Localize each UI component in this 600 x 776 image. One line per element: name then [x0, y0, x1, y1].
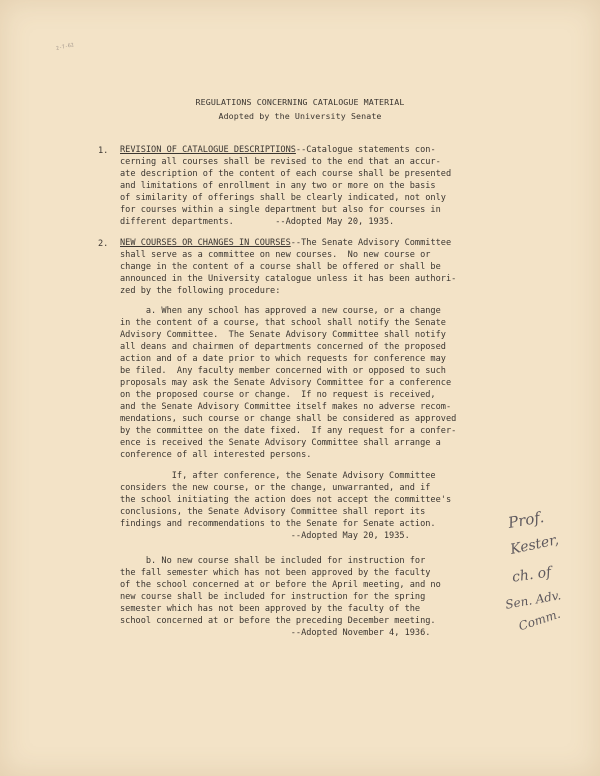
item-1-line-5: for courses within a single department but also for courses in: [120, 205, 441, 215]
handwritten-note-line-0: Prof.: [506, 508, 546, 532]
document-subtitle: Adopted by the University Senate: [218, 111, 382, 121]
item-1-line-4: of similarity of offerings shall be clearly indicated, not only: [120, 193, 446, 203]
para-conf-line-5: --Adopted May 20, 1935.: [120, 531, 410, 541]
handwritten-note-line-2: ch. of: [511, 564, 553, 586]
document-title: REGULATIONS CONCERNING CATALOGUE MATERIAL: [195, 97, 405, 107]
item-2-line-3: announced in the University catalogue unless it has been authori-: [120, 274, 457, 284]
para-b-line-2: of the school concerned at or before the April meeting, and no: [120, 580, 441, 590]
para-a-line-5: be filed. Any faculty member concerned with or opposed to such: [120, 366, 446, 376]
item-1-line-0: --Catalogue statements con-: [295, 145, 436, 155]
para-a-line-10: by the committee on the date fixed. If any request for a confer-: [120, 426, 457, 436]
corner-pencil-mark: 2-7-62: [55, 42, 75, 52]
handwritten-note-line-1: Kester,: [508, 532, 561, 558]
para-b-line-4: semester which has not been approved by the faculty of the: [120, 604, 421, 614]
para-a-line-7: on the proposed course or change. If no request is received,: [120, 390, 436, 400]
para-b-line-6: --Adopted November 4, 1936.: [120, 628, 431, 638]
item-2-line-4: zed by the following procedure:: [120, 286, 281, 296]
para-b-line-1: the fall semester which has not been approved by the faculty: [120, 568, 431, 578]
para-a-line-0: a. When any school has approved a new course, or a change: [120, 306, 441, 316]
handwritten-note-line-4: Comm.: [516, 606, 563, 634]
item-1-line-2: ate description of the content of each course shall be presented: [120, 169, 452, 179]
item-2-first-line: [120, 238, 451, 248]
item-2-heading: NEW COURSES OR CHANGES IN COURSES: [120, 238, 291, 248]
para-b-line-0: b. No new course shall be included for instruction for: [120, 556, 426, 566]
item-2-line-0: --The Senate Advisory Committee: [290, 238, 452, 248]
item-1-line-6: different departments. --Adopted May 20, 1935.: [120, 217, 395, 227]
para-a-line-9: mendations, such course or change shall be considered as approved: [120, 414, 457, 424]
handwritten-note-line-3: Sen. Adv.: [504, 588, 562, 612]
para-conf-line-1: considers the new course, or the change, unwarranted, and if: [120, 483, 431, 493]
para-conf-line-0: If, after conference, the Senate Advisory Committee: [120, 471, 436, 481]
item-1-line-3: and limitations of enrollment in any two or more on the basis: [120, 181, 436, 191]
para-b-line-3: new course shall be included for instruction for the spring: [120, 592, 426, 602]
para-a-line-1: in the content of a course, that school shall notify the Senate: [120, 318, 446, 328]
para-b-line-5: school concerned at or before the preceding December meeting.: [120, 616, 436, 626]
para-a-line-6: proposals may ask the Senate Advisory Committee for a conference: [120, 378, 452, 388]
item-1-heading: REVISION OF CATALOGUE DESCRIPTIONS: [120, 145, 296, 155]
item-1-first-line: [120, 145, 436, 155]
para-conf-line-2: the school initiating the action does not accept the committee's: [120, 495, 452, 505]
item-2-line-1: shall serve as a committee on new courses. No new course or: [120, 250, 431, 260]
item-1-line-1: cerning all courses shall be revised to the end that an accur-: [120, 157, 441, 167]
para-a-line-2: Advisory Committee. The Senate Advisory Committee shall notify: [120, 330, 446, 340]
item-2-number: 2.: [98, 239, 109, 249]
para-conf-line-4: findings and recommendations to the Senate for Senate action.: [120, 519, 436, 529]
para-a-line-11: ence is received the Senate Advisory Committee shall arrange a: [120, 438, 441, 448]
para-conf-line-3: conclusions, the Senate Advisory Committee shall report its: [120, 507, 426, 517]
para-a-line-12: conference of all interested persons.: [120, 450, 312, 460]
para-a-line-4: action and of a date prior to which requests for conference may: [120, 354, 446, 364]
item-1-number: 1.: [98, 146, 109, 156]
item-2-line-2: change in the content of a course shall be offered or shall be: [120, 262, 441, 272]
para-a-line-3: all deans and chairmen of departments concerned of the proposed: [120, 342, 446, 352]
para-a-line-8: and the Senate Advisory Committee itself makes no adverse recom-: [120, 402, 452, 412]
